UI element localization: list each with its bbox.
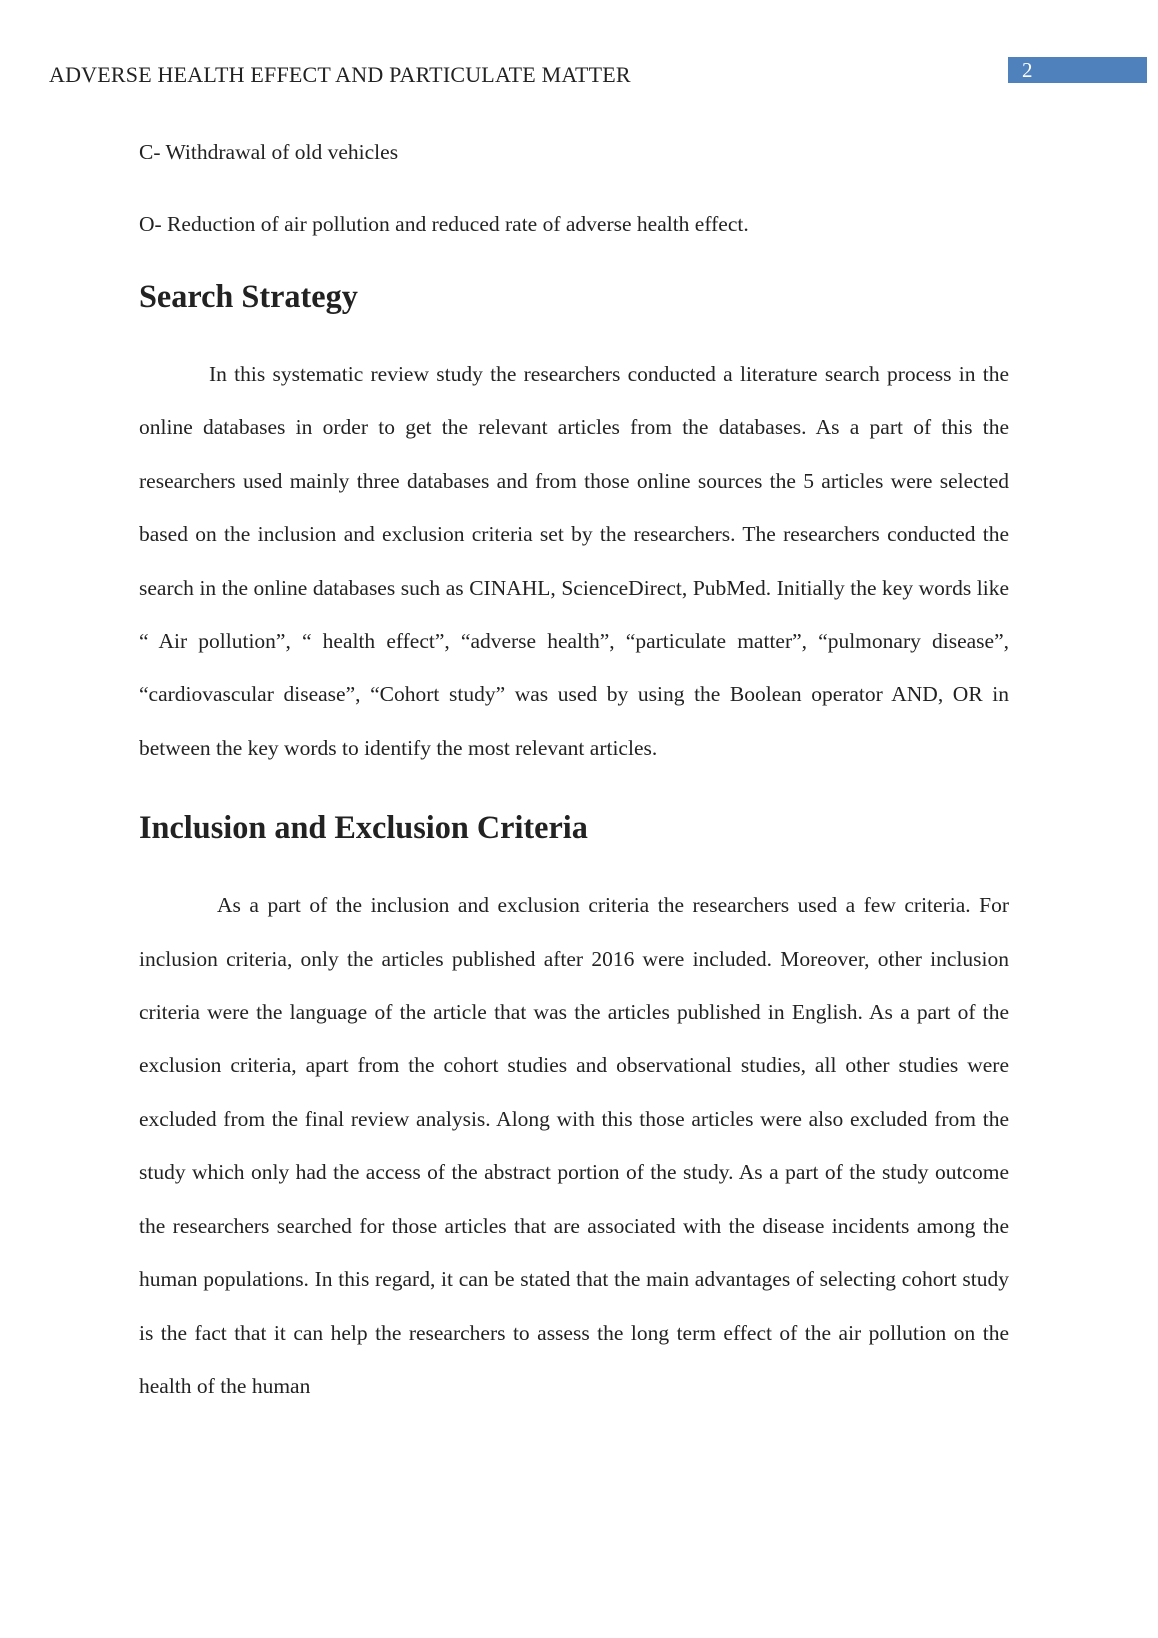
document-body	[139, 132, 1009, 1413]
section-body-search-strategy: In this systematic review study the researchers conducted a literature search process in the online databases in order to get the relevant articles from the databases. As a part of this the researchers used mainly three databases and from those online sources the 5 articles were selected based on the inclusion and exclusion criteria set by the researchers. The researchers conducted the search in the online databases such as CINAHL, ScienceDirect, PubMed. Initially the key words like “ Air pollution”, “ health effect”, “adverse health”, “particulate matter”, “pulmonary disease”, “cardiovascular disease”, “Cohort study” was used by using the Boolean operator AND, OR in between the key words to identify the most relevant articles.	[139, 362, 1009, 760]
section-heading-inclusion-exclusion: Inclusion and Exclusion Criteria	[139, 809, 588, 846]
section-heading-search-strategy: Search Strategy	[139, 278, 358, 314]
page-number: 2	[1022, 58, 1033, 82]
pico-outcome: O- Reduction of air pollution and reduced rate of adverse health effect.	[139, 212, 749, 236]
section-body-inclusion-exclusion: As a part of the inclusion and exclusion criteria the researchers used a few criteria. For inclusion criteria, only the articles published after 2016 were included. Moreover, other inclusion criteria were the language of the article that was the articles published in English. As a part of the exclusion criteria, apart from the cohort studies and observational studies, all other studies were excluded from the final review analysis. Along with this those articles were also excluded from the study which only had the access of the abstract portion of the study. As a part of the study outcome the researchers searched for those articles that are associated with the disease incidents among the human populations. In this regard, it can be stated that the main advantages of selecting cohort study is the fact that it can help the researchers to assess the long term effect of the air pollution on the health of the human	[139, 893, 1009, 1398]
running-head: ADVERSE HEALTH EFFECT AND PARTICULATE MATTER	[49, 62, 631, 87]
pico-comparison: C- Withdrawal of old vehicles	[139, 140, 399, 164]
